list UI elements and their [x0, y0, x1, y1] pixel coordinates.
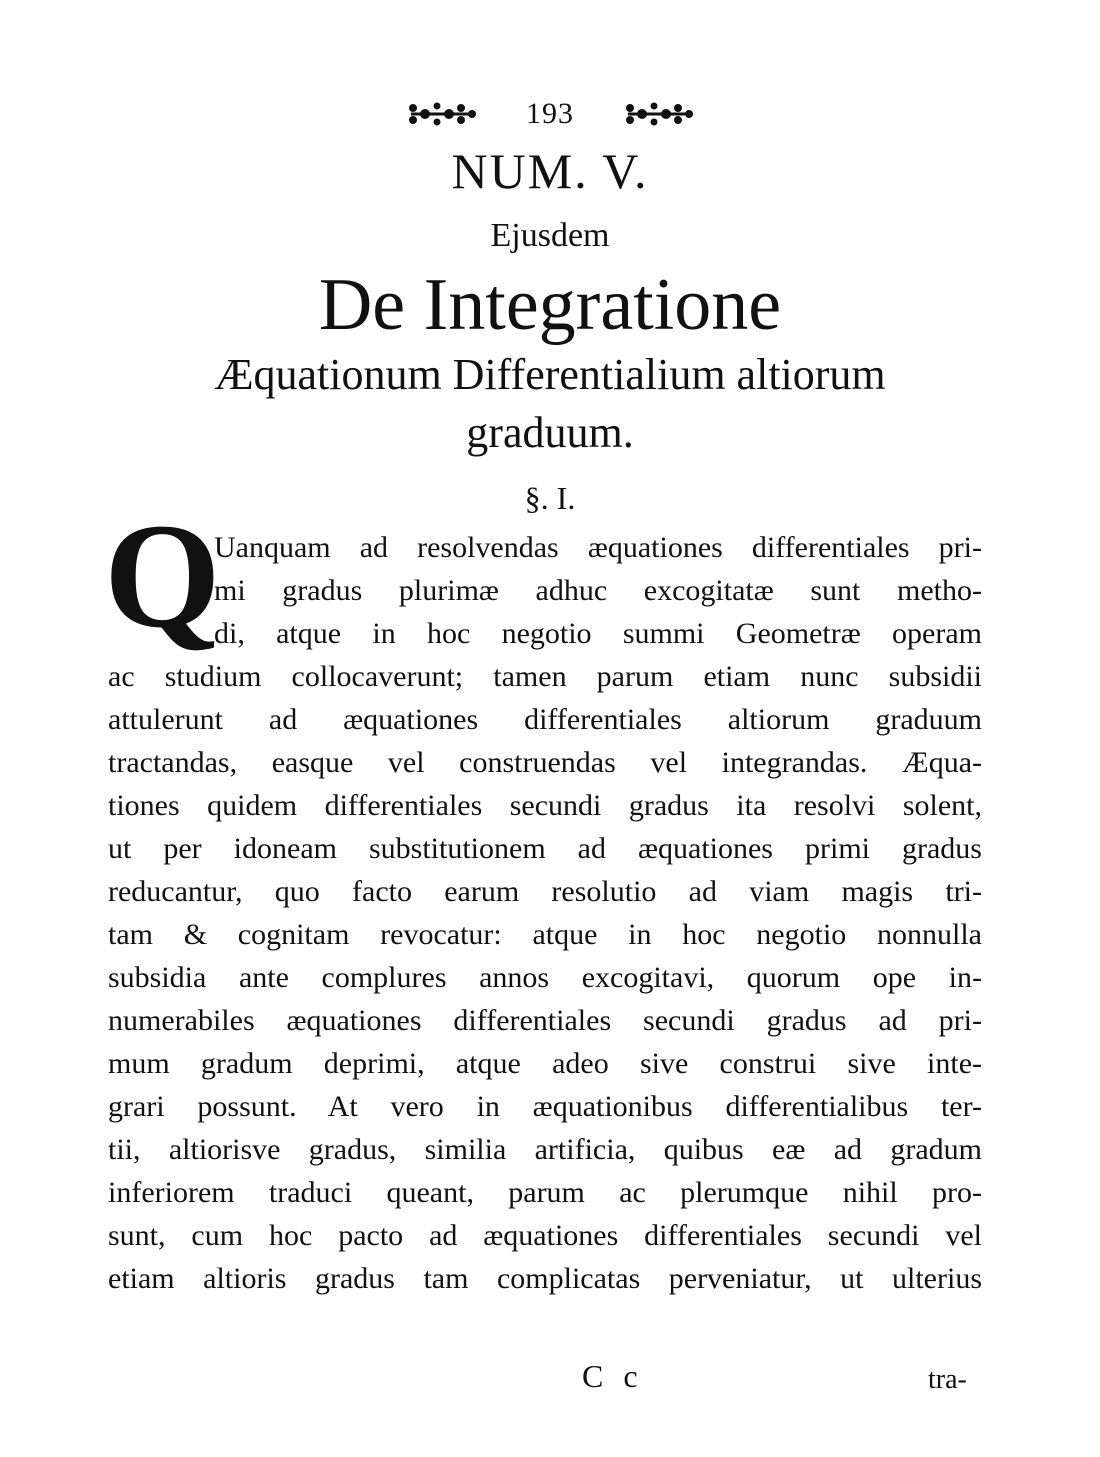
drop-cap: Q — [104, 493, 221, 659]
text-line: tiones quidem differentiales secundi gradus ita resolvi solent, — [108, 789, 982, 822]
text-line: subsidia ante complures annos excogitavi, quorum ope in- — [108, 961, 982, 994]
author-reference: Ejusdem — [490, 217, 610, 254]
signature-mark: C c — [582, 1358, 644, 1394]
subtitle-line-1: Æquationum Differentialium altiorum — [214, 350, 886, 399]
page-header — [0, 92, 1100, 134]
text-line: grari possunt. At vero in æquationibus differentialibus ter- — [108, 1090, 982, 1123]
section-number-heading: NUM. V. — [451, 143, 649, 199]
text-line: reducantur, quo facto earum resolutio ad viam magis tri- — [108, 875, 982, 908]
page-number: 193 — [526, 97, 574, 131]
text-line: numerabiles æquationes differentiales secundi gradus ad pri- — [108, 1004, 982, 1037]
text-line: attulerunt ad æquationes differentiales altiorum graduum — [108, 703, 982, 736]
fleuron-ornament-left-icon — [405, 100, 479, 128]
text-line: mum gradum deprimi, atque adeo sive construi sive inte- — [108, 1047, 982, 1080]
subtitle — [0, 346, 1100, 462]
text-line: inferiorem traduci queant, parum ac plerumque nihil pro- — [108, 1176, 982, 1209]
fleuron-ornament-right-icon — [622, 100, 696, 128]
text-line: Uanquam ad resolvendas æquationes differentiales pri- — [214, 531, 982, 564]
text-line: tam & cognitam revocatur: atque in hoc negotio nonnulla — [108, 918, 982, 951]
section-mark: §. I. — [524, 480, 576, 516]
text-line: ut per idoneam substitutionem ad æquationes primi gradus — [108, 832, 982, 865]
text-line: tractandas, easque vel construendas vel integrandas. Æqua- — [108, 746, 982, 779]
page-title: De Integratione — [318, 264, 782, 346]
text-line: sunt, cum hoc pacto ad æquationes differentiales secundi vel — [108, 1219, 982, 1252]
text-line: mi gradus plurimæ adhuc excogitatæ sunt metho- — [214, 574, 982, 607]
catchword: tra- — [928, 1364, 967, 1395]
text-line: etiam altioris gradus tam complicatas perveniatur, ut ulterius — [108, 1262, 982, 1295]
subtitle-line-2: graduum. — [466, 408, 634, 457]
text-line: ac studium collocaverunt; tamen parum etiam nunc subsidii — [108, 660, 982, 693]
text-line: di, atque in hoc negotio summi Geometræ operam — [214, 617, 982, 650]
text-line: tii, altiorisve gradus, similia artificia, quibus eæ ad gradum — [108, 1133, 982, 1166]
